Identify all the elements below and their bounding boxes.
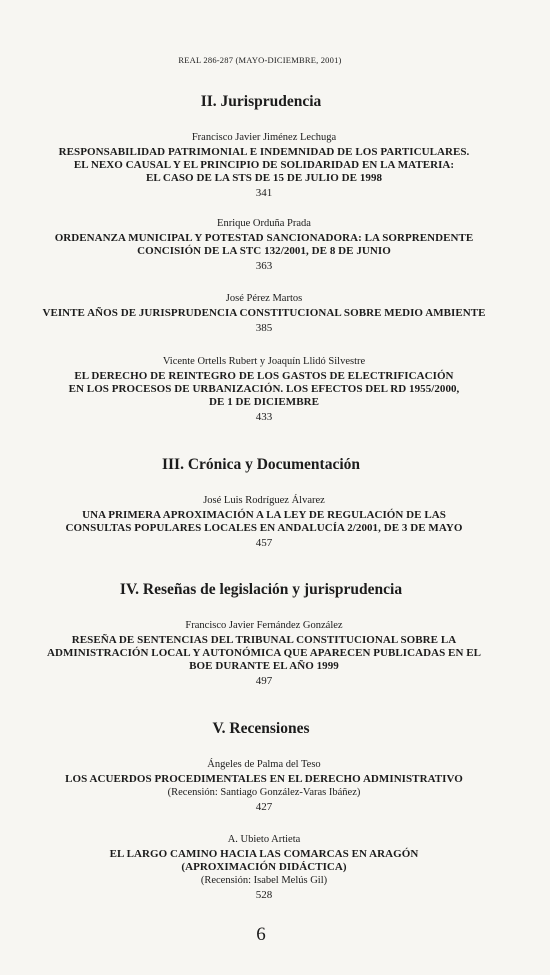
section-heading-cronica: III. Crónica y Documentación [161,456,361,473]
entry-author: Vicente Ortells Rubert y Joaquín Llidó Silvestre [162,356,366,367]
entry-title-line: CONSULTAS POPULARES LOCALES EN ANDALUCÍA 2/2001, DE 3 DE MAYO [65,522,463,534]
entry-title-line: LOS ACUERDOS PROCEDIMENTALES EN EL DERECHO ADMINISTRATIVO [65,773,463,785]
toc-entry [8,833,520,902]
section-heading-resenas: IV. Reseñas de legislación y jurisprudencia [119,581,403,598]
entry-page-number: 341 [255,187,273,199]
entry-title-line: EL NEXO CAUSAL Y EL PRINCIPIO DE SOLIDARIDAD EN LA MATERIA: [73,159,455,171]
entry-page-number: 433 [255,411,273,423]
entry-title-line: RESEÑA DE SENTENCIAS DEL TRIBUNAL CONSTITUCIONAL SOBRE LA [71,634,457,646]
entry-author: A. Ubieto Artieta [227,834,301,845]
entry-author: José Luis Rodríguez Álvarez [203,495,325,506]
section-heading-jurisprudencia: II. Jurisprudencia [200,93,322,110]
entry-author: Francisco Javier Jiménez Lechuga [191,132,337,143]
entry-author: Ángeles de Palma del Teso [207,759,321,770]
toc-entry [8,292,520,335]
entry-title-line: EN LOS PROCESOS DE URBANIZACIÓN. LOS EFECTOS DEL RD 1955/2000, [68,383,460,395]
entry-title-line: EL LARGO CAMINO HACIA LAS COMARCAS EN ARAGÓN [109,848,419,860]
entry-title-line: ORDENANZA MUNICIPAL Y POTESTAD SANCIONADORA: LA SORPRENDENTE [54,232,474,244]
entry-page-number: 528 [255,889,273,901]
toc-entry [8,355,520,424]
entry-title-line: BOE DURANTE EL AÑO 1999 [189,660,339,672]
toc-entry [8,131,520,200]
toc-entry [8,758,520,814]
entry-title-line: EL CASO DE LA STS DE 15 DE JULIO DE 1998 [145,172,383,184]
entry-page-number: 427 [255,801,273,813]
toc-entry [8,619,520,688]
entry-page-number: 363 [255,260,273,272]
entry-title-line: RESPONSABILIDAD PATRIMONIAL E INDEMNIDAD DE LOS PARTICULARES. [58,146,470,158]
entry-review-note: (Recensión: Santiago González-Varas Ibáñez) [167,787,361,798]
entry-page-number: 385 [255,322,273,334]
entry-title-line: CONCISIÓN DE LA STC 132/2001, DE 8 DE JUNIO [137,245,391,257]
entry-title-line: DE 1 DE DICIEMBRE [209,396,319,408]
entry-author: Francisco Javier Fernández González [185,620,343,631]
entry-page-number: 457 [255,537,273,549]
entry-title-line: EL DERECHO DE REINTEGRO DE LOS GASTOS DE ELECTRIFICACIÓN [74,370,454,382]
entry-title-line: UNA PRIMERA APROXIMACIÓN A LA LEY DE REGULACIÓN DE LAS [82,509,446,521]
toc-entry [8,217,520,273]
toc-entry [8,494,520,550]
running-head: REAL 286-287 (MAYO-DICIEMBRE, 2001) [178,55,342,65]
entry-author: Enrique Orduña Prada [217,218,311,229]
entry-author: José Pérez Martos [225,293,303,304]
entry-review-note: (Recensión: Isabel Melús Gil) [200,875,328,886]
page-folio-number: 6 [256,924,266,945]
entry-title-line: ADMINISTRACIÓN LOCAL Y AUTONÓMICA QUE APARECEN PUBLICADAS EN EL [46,647,482,659]
section-heading-recensiones: V. Recensiones [212,720,310,737]
entry-title-line: (APROXIMACIÓN DIDÁCTICA) [181,861,347,873]
entry-page-number: 497 [255,675,273,687]
entry-title-line: VEINTE AÑOS DE JURISPRUDENCIA CONSTITUCIONAL SOBRE MEDIO AMBIENTE [42,307,486,319]
